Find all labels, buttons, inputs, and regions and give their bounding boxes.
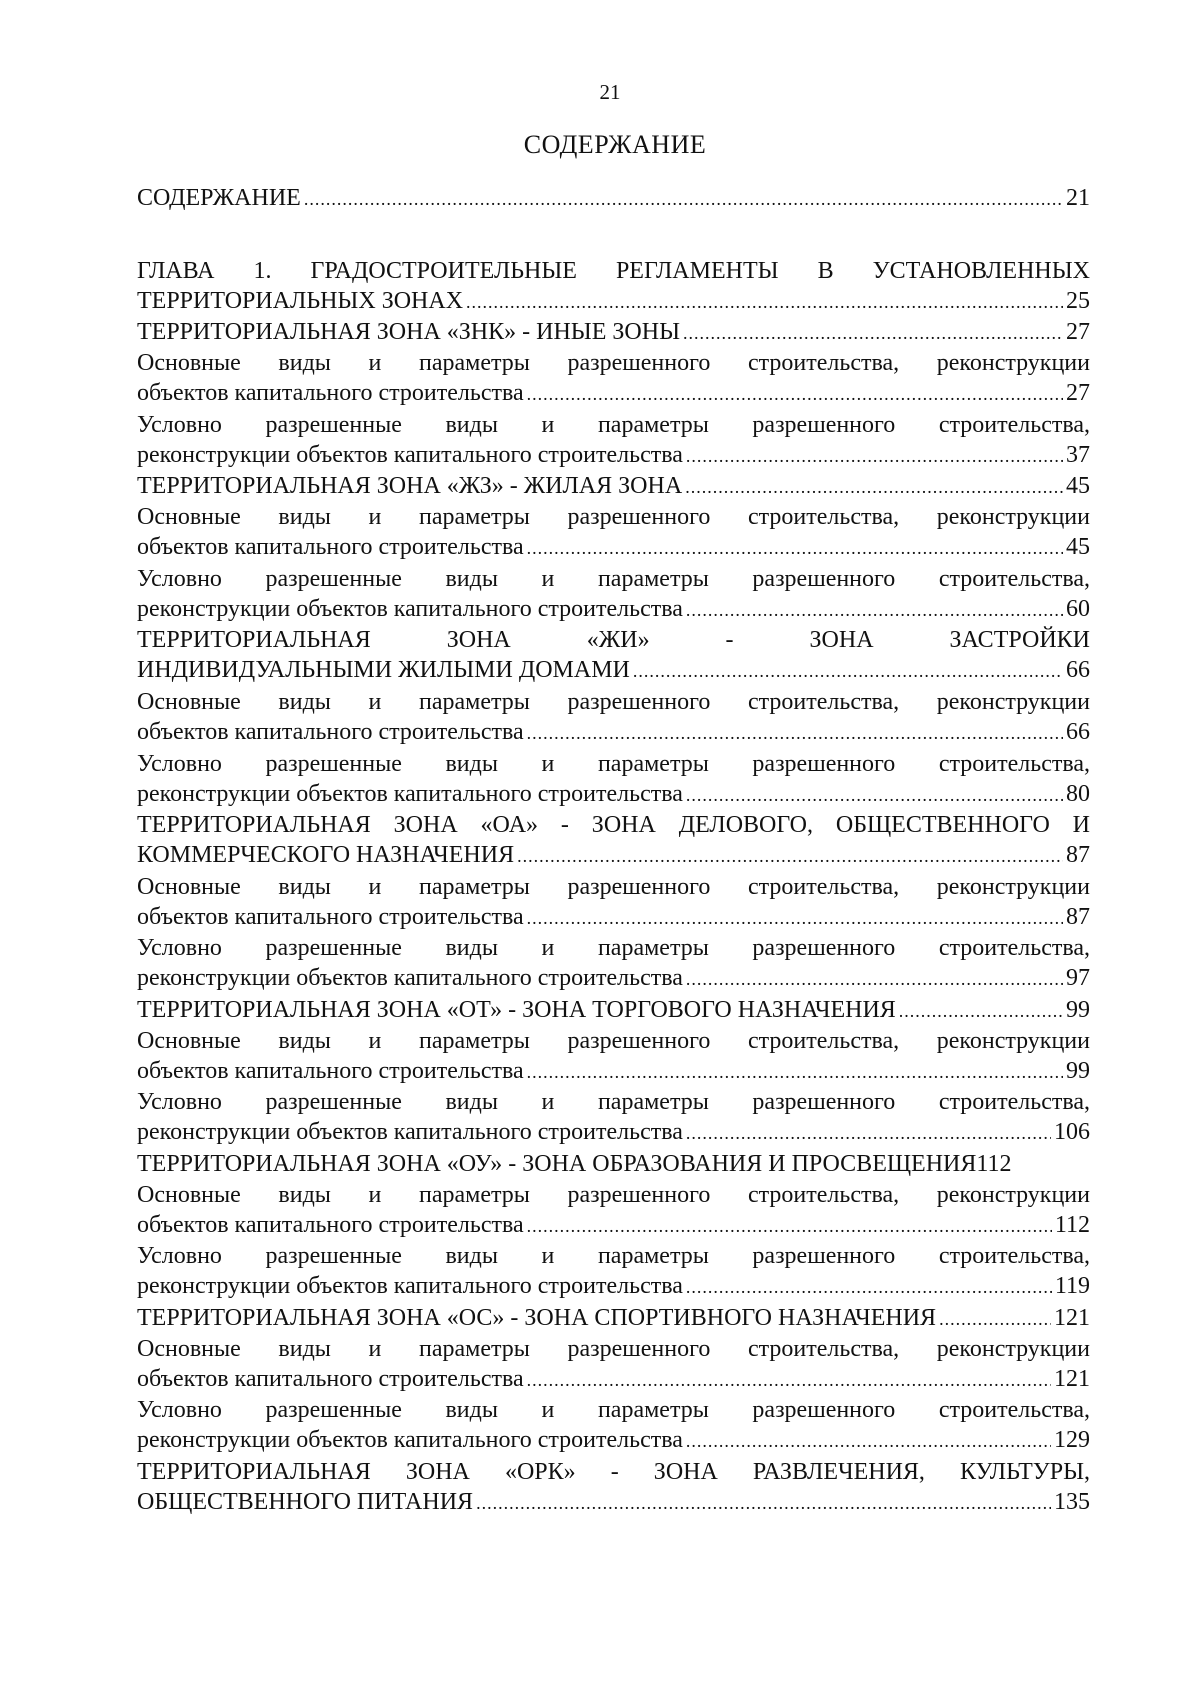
dot-leader [527, 1211, 1052, 1241]
toc-page-number: 87 [1066, 903, 1090, 930]
dot-leader [527, 1057, 1063, 1087]
dot-leader [686, 1272, 1052, 1302]
toc-page-number: 37 [1066, 441, 1090, 468]
toc-entry[interactable] [137, 687, 1090, 747]
toc-entry-last-line [137, 840, 1090, 870]
toc-entry-line: Основные виды и параметры разрешенного строительства, реконструкции [137, 873, 1090, 900]
toc-entry-text: объектов капитального строительства [137, 380, 524, 407]
toc-page-number: 21 [1066, 185, 1090, 211]
toc-entry-text: объектов капитального строительства [137, 903, 524, 930]
toc-entry-line: Условно разрешенные виды и параметры разрешенного строительства, [137, 935, 1090, 962]
toc-entry-line: Основные виды и параметры разрешенного строительства, реконструкции [137, 1335, 1090, 1362]
toc-entry-text: ОБЩЕСТВЕННОГО ПИТАНИЯ [137, 1489, 474, 1515]
dot-leader [686, 595, 1063, 625]
dot-leader [527, 718, 1063, 748]
toc-entry[interactable] [137, 1149, 1090, 1179]
toc-page-number: 106 [1054, 1119, 1090, 1146]
toc-entry-line: Условно разрешенные виды и параметры разрешенного строительства, [137, 750, 1090, 777]
toc-entry-last-line [137, 1271, 1090, 1301]
toc-entry-last-line [137, 779, 1090, 809]
dot-leader [633, 656, 1063, 686]
toc-entry-last-line [137, 1117, 1090, 1147]
toc-entry-text: объектов капитального строительства [137, 1365, 524, 1392]
toc-page-number: 135 [1054, 1489, 1090, 1515]
toc-entry-text: КОММЕРЧЕСКОГО НАЗНАЧЕНИЯ [137, 842, 515, 869]
toc-entry-text: ТЕРРИТОРИАЛЬНЫХ ЗОНАХ [137, 287, 464, 314]
toc-entry-text: ТЕРРИТОРИАЛЬНАЯ ЗОНА «ОУ» - ЗОНА ОБРАЗОВАНИЯ И ПРОСВЕЩЕНИЯ [137, 1151, 977, 1177]
toc-page-number: 99 [1066, 1057, 1090, 1084]
toc-entry-line: Условно разрешенные виды и параметры разрешенного строительства, [137, 1397, 1090, 1424]
toc-entry-last-line [137, 440, 1090, 470]
toc-entry-text: объектов капитального строительства [137, 719, 524, 745]
toc-entry-line: Основные виды и параметры разрешенного строительства, реконструкции [137, 1027, 1090, 1054]
dot-leader [899, 996, 1063, 1026]
toc-entry-last-line [137, 1056, 1090, 1086]
toc-entry-text: реконструкции объектов капитального строительства [137, 1427, 683, 1454]
toc-page-number: 121 [1054, 1365, 1090, 1392]
dot-leader [527, 903, 1063, 933]
toc-entry-text: объектов капитального строительства [137, 534, 524, 561]
toc-entry-text: СОДЕРЖАНИЕ [137, 185, 301, 211]
toc-entry[interactable] [137, 502, 1090, 562]
dot-leader [686, 1426, 1051, 1456]
toc-entry-last-line [137, 1487, 1090, 1517]
toc-page-number: 87 [1066, 842, 1090, 869]
toc-entry-line: Основные виды и параметры разрешенного строительства, реконструкции [137, 350, 1090, 377]
toc-entry-last-line [137, 378, 1090, 408]
dot-leader [686, 964, 1063, 994]
toc-entry-line: Основные виды и параметры разрешенного строительства, реконструкции [137, 689, 1090, 715]
toc-entry-text: ИНДИВИДУАЛЬНЫМИ ЖИЛЫМИ ДОМАМИ [137, 657, 630, 684]
dot-leader [939, 1304, 1051, 1334]
dot-leader [685, 472, 1063, 502]
dot-leader [686, 441, 1063, 471]
toc-entry-text: реконструкции объектов капитального строительства [137, 1119, 683, 1146]
toc-entry[interactable] [137, 1180, 1090, 1240]
toc-entry[interactable] [137, 625, 1090, 685]
dot-leader [517, 841, 1063, 871]
toc-entry-last-line [137, 995, 1090, 1025]
toc-entry-text: реконструкции объектов капитального строительства [137, 780, 683, 807]
toc-entry-last-line [137, 717, 1090, 747]
toc-entry-last-line [137, 1364, 1090, 1394]
toc-entry[interactable] [137, 1087, 1090, 1147]
toc-title: СОДЕРЖАНИЕ [523, 130, 707, 159]
toc-entry[interactable] [137, 1026, 1090, 1086]
toc-entry[interactable] [137, 1395, 1090, 1455]
toc-page-number: 121 [1054, 1305, 1090, 1331]
toc-page-number: 45 [1066, 534, 1090, 561]
toc-entry-text: ТЕРРИТОРИАЛЬНАЯ ЗОНА «ЖЗ» - ЖИЛАЯ ЗОНА [137, 473, 683, 500]
toc-entry[interactable] [137, 1334, 1090, 1394]
toc-entry[interactable] [137, 471, 1090, 501]
dot-leader [527, 1365, 1051, 1395]
toc-entry-line: Условно разрешенные виды и параметры разрешенного строительства, [137, 565, 1090, 592]
toc-entry-last-line [137, 902, 1090, 932]
toc-entry[interactable] [137, 749, 1090, 809]
toc-page-number: 112 [1054, 1211, 1090, 1238]
toc-page-number: 97 [1066, 965, 1090, 992]
toc-entry-last-line [137, 183, 1090, 213]
toc-entry[interactable] [137, 810, 1090, 870]
toc-entry[interactable] [137, 256, 1090, 316]
toc-entry-line: Условно разрешенные виды и параметры разрешенного строительства, [137, 1089, 1090, 1116]
toc-page-number: 80 [1066, 780, 1090, 807]
toc-entry-text: объектов капитального строительства [137, 1211, 524, 1238]
toc-entry-text: ТЕРРИТОРИАЛЬНАЯ ЗОНА «ОТ» - ЗОНА ТОРГОВОГО НАЗНАЧЕНИЯ [137, 997, 896, 1023]
toc-entry[interactable] [137, 872, 1090, 932]
toc-entry-last-line [137, 1425, 1090, 1455]
toc-entry-line: Основные виды и параметры разрешенного строительства, реконструкции [137, 1181, 1090, 1208]
toc-entry-last-line [137, 1210, 1090, 1240]
toc-entry[interactable] [137, 564, 1090, 624]
toc-page-number: 60 [1066, 595, 1090, 622]
toc-entry[interactable] [137, 995, 1090, 1025]
toc-entry[interactable] [137, 183, 1090, 213]
toc-entry-last-line [137, 532, 1090, 562]
dot-leader [476, 1488, 1051, 1518]
toc-entry[interactable] [137, 317, 1090, 347]
toc-page-number: 66 [1066, 657, 1090, 684]
toc-entry-last-line [137, 963, 1090, 993]
toc-page-number: 99 [1066, 997, 1090, 1023]
toc-entry-last-line [137, 1303, 1090, 1333]
toc-entry-last-line [137, 317, 1090, 347]
toc-entry-last-line [137, 1149, 1090, 1179]
toc-entry[interactable] [137, 1303, 1090, 1333]
toc-entry[interactable] [137, 410, 1090, 470]
toc-entry-line: ТЕРРИТОРИАЛЬНАЯ ЗОНА «ЖИ» - ЗОНА ЗАСТРОЙКИ [137, 627, 1090, 654]
dot-leader [686, 1118, 1051, 1148]
toc-entry-text: ТЕРРИТОРИАЛЬНАЯ ЗОНА «ЗНК» - ИНЫЕ ЗОНЫ [137, 319, 681, 346]
toc-entry-line: Условно разрешенные виды и параметры разрешенного строительства, [137, 1243, 1090, 1270]
toc-entry[interactable] [137, 1241, 1090, 1301]
dot-leader [527, 379, 1063, 409]
toc-page-number: 27 [1066, 380, 1090, 407]
toc-entry-text: реконструкции объектов капитального строительства [137, 595, 683, 622]
toc-entry-line: ГЛАВА 1. ГРАДОСТРОИТЕЛЬНЫЕ РЕГЛАМЕНТЫ В УСТАНОВЛЕННЫХ [137, 257, 1090, 284]
dot-leader [466, 287, 1063, 317]
page-number: 21 [599, 80, 621, 104]
toc-page-number: 119 [1054, 1273, 1090, 1300]
toc-page-number: 27 [1066, 319, 1090, 346]
dot-leader [304, 184, 1063, 214]
toc-page-number: 45 [1066, 473, 1090, 500]
toc-entry[interactable] [137, 348, 1090, 408]
toc-page-number: 25 [1066, 287, 1090, 314]
toc-entry-last-line [137, 471, 1090, 501]
toc-entry-text: реконструкции объектов капитального строительства [137, 1273, 683, 1300]
toc-entry-line: Основные виды и параметры разрешенного строительства, реконструкции [137, 504, 1090, 531]
toc-page-number: 129 [1054, 1427, 1090, 1454]
dot-leader [683, 318, 1063, 348]
toc-entry-line: Условно разрешенные виды и параметры разрешенного строительства, [137, 411, 1090, 438]
toc-entry-line: ТЕРРИТОРИАЛЬНАЯ ЗОНА «ОРК» - ЗОНА РАЗВЛЕЧЕНИЯ, КУЛЬТУРЫ, [137, 1459, 1090, 1485]
toc-entry[interactable] [137, 1457, 1090, 1517]
toc-entry-text: реконструкции объектов капитального строительства [137, 965, 683, 992]
toc-entry[interactable] [137, 933, 1090, 993]
dot-leader [527, 533, 1063, 563]
dot-leader [686, 780, 1063, 810]
toc-page-number: 66 [1066, 719, 1090, 745]
toc-entry-last-line [137, 286, 1090, 316]
toc-entry-line: ТЕРРИТОРИАЛЬНАЯ ЗОНА «ОА» - ЗОНА ДЕЛОВОГО, ОБЩЕСТВЕННОГО И [137, 812, 1090, 839]
toc-page-number: 112 [976, 1151, 1012, 1177]
toc-entry-last-line [137, 594, 1090, 624]
toc-entry-last-line [137, 655, 1090, 685]
toc-entry-text: реконструкции объектов капитального строительства [137, 441, 683, 468]
toc-entry-text: объектов капитального строительства [137, 1057, 524, 1084]
toc-entry-text: ТЕРРИТОРИАЛЬНАЯ ЗОНА «ОС» - ЗОНА СПОРТИВНОГО НАЗНАЧЕНИЯ [137, 1305, 937, 1331]
